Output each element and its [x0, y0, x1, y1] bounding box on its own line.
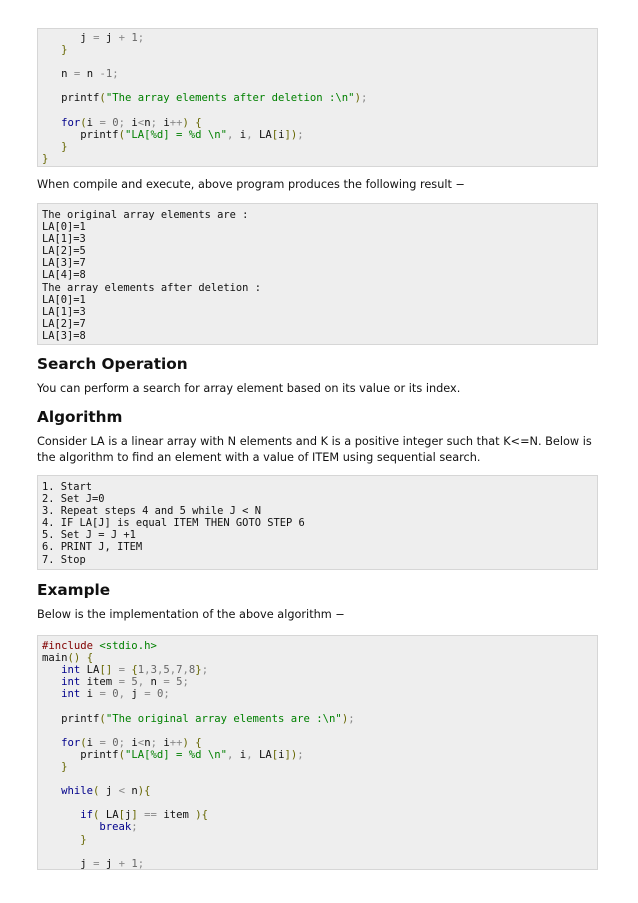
code-line: int item = 5, n = 5;	[61, 676, 189, 689]
code-line	[42, 773, 597, 785]
output-line: LA[4]=8	[42, 269, 86, 282]
algorithm-steps-block	[37, 475, 598, 570]
algorithm-step-line: 6. PRINT J, ITEM	[42, 541, 143, 554]
code-line: j = j + 1;	[80, 857, 145, 870]
code-line: while( j < n){	[61, 785, 151, 798]
algorithm-heading: Algorithm	[37, 408, 123, 426]
code-line	[42, 105, 597, 117]
code-line: }	[61, 140, 68, 153]
algorithm-step-line: 7. Stop	[42, 553, 86, 566]
code-block-search-example	[37, 635, 598, 870]
algorithm-step-line: 1. Start	[42, 481, 93, 493]
output-block-deletion	[37, 203, 598, 345]
output-line: LA[1]=3	[42, 233, 86, 246]
code-line: printf("The original array elements are :\n");	[61, 712, 355, 725]
code-line	[42, 846, 597, 858]
code-line: }	[61, 44, 68, 57]
algorithm-step-line: 2. Set J=0	[42, 493, 105, 506]
code-line: }	[80, 833, 87, 846]
output-line: LA[0]=1	[42, 221, 86, 234]
output-line: LA[1]=3	[42, 305, 86, 318]
search-operation-heading: Search Operation	[37, 355, 188, 373]
code-line: for(i = 0; i<n; i++) {	[61, 736, 202, 749]
code-line: printf("LA[%d] = %d \n", i, LA[i]);	[80, 128, 304, 141]
code-line: if( LA[j] == item ){	[80, 809, 208, 822]
output-line: The original array elements are :	[42, 209, 249, 221]
code-line	[42, 56, 597, 68]
output-line: LA[2]=7	[42, 317, 86, 330]
output-line: LA[2]=5	[42, 245, 86, 258]
code-line: for(i = 0; i<n; i++) {	[61, 116, 202, 129]
code-block-deletion-end	[37, 28, 598, 167]
code-line	[42, 725, 597, 737]
code-line: int LA[] = {1,3,5,7,8};	[61, 664, 209, 677]
result-intro-text: When compile and execute, above program produces the following result −	[37, 178, 465, 191]
code-line: j = j + 1;	[80, 32, 145, 44]
code-line: }	[61, 760, 68, 773]
code-line: break;	[99, 821, 138, 834]
output-line: The array elements after deletion :	[42, 281, 261, 294]
code-line: }	[42, 152, 49, 165]
search-operation-text: You can perform a search for array element based on its value or its index.	[37, 382, 461, 395]
algorithm-step-line: 5. Set J = J +1	[42, 529, 136, 542]
code-line: #include <stdio.h>	[42, 640, 157, 652]
algorithm-step-line: 4. IF LA[J] is equal ITEM THEN GOTO STEP 6	[42, 517, 305, 530]
code-line	[42, 80, 597, 92]
code-line: n = n -1;	[61, 68, 119, 81]
example-text: Below is the implementation of the above algorithm −	[37, 608, 345, 621]
algorithm-step-line: 3. Repeat steps 4 and 5 while J < N	[42, 505, 261, 518]
output-line: LA[3]=8	[42, 329, 86, 342]
code-line	[42, 797, 597, 809]
code-line: printf("The array elements after deletion :\n");	[61, 92, 368, 105]
example-heading: Example	[37, 581, 111, 599]
code-line: printf("LA[%d] = %d \n", i, LA[i]);	[80, 748, 304, 761]
output-line: LA[0]=1	[42, 293, 86, 306]
code-line	[42, 700, 597, 712]
algorithm-text: Consider LA is a linear array with N elements and K is a positive integer such that K<=N. Below is the algorithm to find an element with a value of ITEM using sequential search.	[37, 435, 592, 464]
code-line: int i = 0, j = 0;	[61, 688, 170, 701]
output-line: LA[3]=7	[42, 257, 86, 270]
code-line: main() {	[42, 652, 94, 665]
